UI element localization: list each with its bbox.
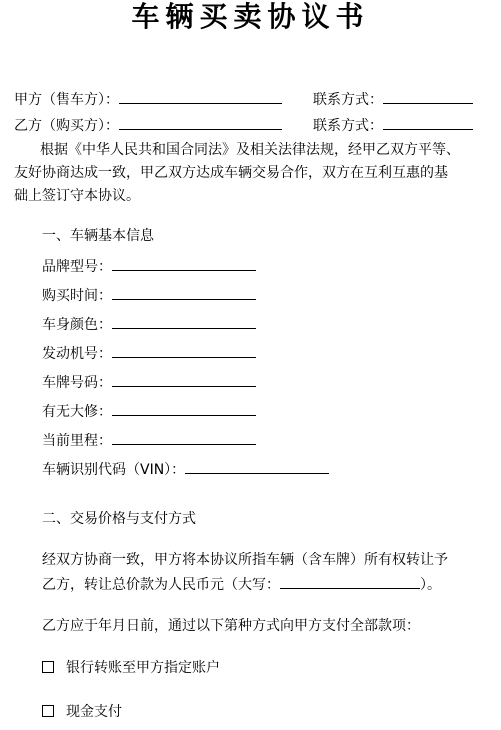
field-color-row bbox=[42, 314, 256, 334]
field-mileage-label: 当前里程： bbox=[42, 433, 112, 449]
field-plate-row bbox=[42, 372, 256, 392]
field-mileage-row bbox=[42, 430, 256, 450]
field-engine-blank[interactable] bbox=[112, 343, 256, 358]
field-vin-row bbox=[42, 459, 329, 479]
party-b-row bbox=[14, 115, 282, 135]
party-a-label: 甲方（售车方）： bbox=[14, 92, 119, 108]
party-b-contact-label: 联系方式： bbox=[313, 118, 383, 134]
party-a-contact-row bbox=[313, 89, 473, 109]
payment-line-2 bbox=[42, 574, 441, 594]
field-purchase-time-blank[interactable] bbox=[112, 285, 256, 300]
option-cash-checkbox[interactable] bbox=[42, 705, 54, 717]
field-vin-blank[interactable] bbox=[185, 459, 329, 474]
field-color-label: 车身颜色： bbox=[42, 317, 112, 333]
party-b-label: 乙方（购买方）： bbox=[14, 118, 119, 134]
field-repair-blank[interactable] bbox=[112, 401, 256, 416]
option-bank-row[interactable] bbox=[42, 659, 220, 677]
field-purchase-time-label: 购买时间： bbox=[42, 288, 112, 304]
payment-line-1: 经双方协商一致，甲方将本协议所指车辆（含车牌）所有权转让予 bbox=[42, 552, 448, 568]
document-title: 车辆买卖协议书 bbox=[131, 0, 370, 33]
intro-line-1: 根据《中华人民共和国合同法》及相关法律法规，经甲乙双方平等、 bbox=[40, 142, 460, 158]
field-plate-blank[interactable] bbox=[112, 372, 256, 387]
field-color-blank[interactable] bbox=[112, 314, 256, 329]
party-b-blank[interactable] bbox=[119, 115, 282, 130]
field-brand-label: 品牌型号： bbox=[42, 259, 112, 275]
option-cash-row[interactable] bbox=[42, 703, 122, 721]
payment-line-2-prefix: 乙方，转让总价款为人民币元（大写： bbox=[42, 577, 280, 593]
field-repair-row bbox=[42, 401, 256, 421]
section1-heading: 一、车辆基本信息 bbox=[42, 228, 154, 244]
party-b-contact-row bbox=[313, 115, 473, 135]
field-brand-row bbox=[42, 256, 256, 276]
payment-deadline-text: 乙方应于年月日前，通过以下第种方式向甲方支付全部款项： bbox=[42, 618, 420, 634]
party-a-contact-label: 联系方式： bbox=[313, 92, 383, 108]
field-vin-label: 车辆识别代码（VIN）： bbox=[42, 462, 186, 478]
field-plate-label: 车牌号码： bbox=[42, 375, 112, 391]
party-a-contact-blank[interactable] bbox=[383, 89, 473, 104]
field-engine-label: 发动机号： bbox=[42, 346, 112, 362]
field-brand-blank[interactable] bbox=[112, 256, 256, 271]
field-engine-row bbox=[42, 343, 256, 363]
field-repair-label: 有无大修： bbox=[42, 404, 112, 420]
option-cash-label: 现金支付 bbox=[66, 704, 122, 720]
amount-uppercase-blank[interactable] bbox=[280, 574, 420, 589]
field-mileage-blank[interactable] bbox=[112, 430, 256, 445]
party-a-row bbox=[14, 89, 282, 109]
section2-heading: 二、交易价格与支付方式 bbox=[42, 511, 196, 527]
field-purchase-time-row bbox=[42, 285, 256, 305]
party-a-blank[interactable] bbox=[119, 89, 282, 104]
option-bank-label: 银行转账至甲方指定账户 bbox=[66, 660, 220, 676]
intro-line-2: 友好协商达成一致，甲乙双方达成车辆交易合作，双方在互利互惠的基 bbox=[14, 165, 448, 181]
intro-line-3: 础上签订守本协议。 bbox=[14, 188, 140, 204]
option-bank-checkbox[interactable] bbox=[42, 661, 54, 673]
party-b-contact-blank[interactable] bbox=[383, 115, 473, 130]
payment-line-2-suffix: ）。 bbox=[420, 577, 441, 593]
